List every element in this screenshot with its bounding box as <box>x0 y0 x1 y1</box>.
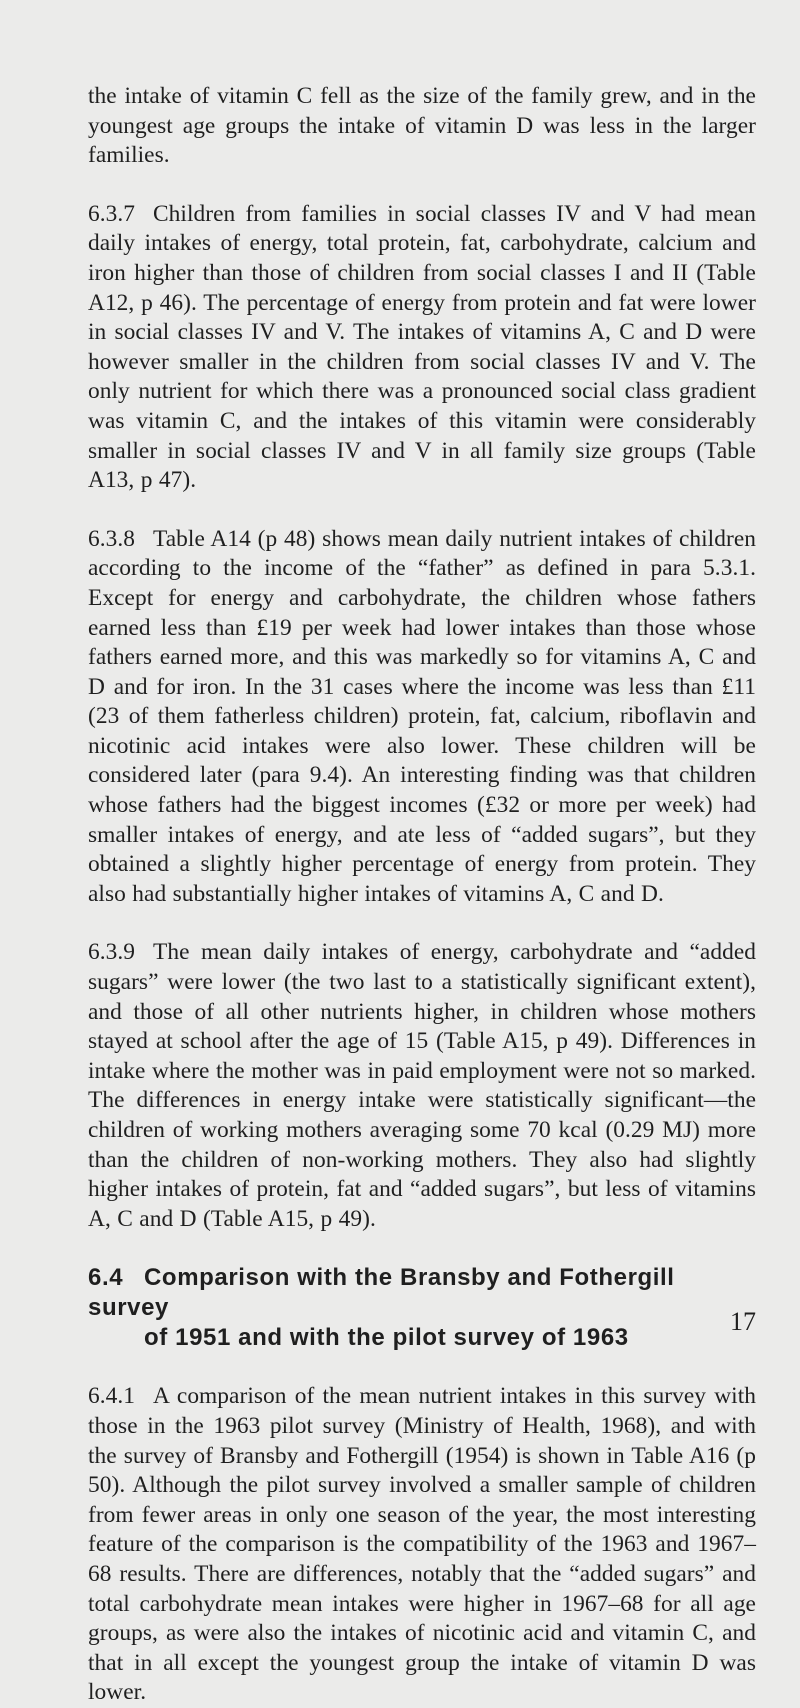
paragraph-6-3-8 <box>88 525 756 910</box>
section-heading <box>88 1263 756 1353</box>
section-number: 6.4 <box>88 1264 124 1292</box>
page-number: 17 <box>730 1307 756 1336</box>
paragraph-intro <box>88 82 756 171</box>
paragraph-text: the intake of vitamin C fell as the size of the family grew, and in the youngest age groups the intake of vitamin D was less in the larger families. <box>88 83 756 169</box>
paragraph-text: Table A14 (p 48) shows mean daily nutrient intakes of children according to the income of the “father” as defined in para 5.3.1. Except for energy and carbohydrate, the children whose fathers earned less than £19 per week had lower intakes than those whose fathers earned more, and this was markedly so for vitamins A, C and D and for iron. In the 31 cases where the income was less than £11 (23 of them fatherless children) protein, fat, calcium, riboflavin and nicotinic acid intakes were also lower. These children will be considered later (para 9.4). An interesting finding was that children whose fathers had the biggest incomes (£32 or more per week) had smaller intakes of energy, and ate less of “added sugars”, but they obtained a slightly higher percentage of energy from protein. They also had substantially higher intakes of vitamins A, C and D. <box>88 525 756 907</box>
paragraph-6-4-1 <box>88 1382 756 1708</box>
paragraph-number: 6.3.8 <box>88 525 136 552</box>
paragraph-number: 6.3.9 <box>88 939 136 966</box>
paragraph-text: A comparison of the mean nutrient intakes in this survey with those in the 1963 pilot survey (Ministry of Health, 1968), and with the survey of Bransby and Fothergill (1954) is shown in Table A16 (p 50). Although the pilot survey involved a smaller sample of children from fewer areas in only one season of the year, the most interesting feature of the comparison is the compatibility of the 1963 and 1967–68 results. There are differences, notably that the “added sugars” and total carbohydrate mean intakes were higher in 1967–68 for all age groups, as were also the intakes of nicotinic acid and vitamin C, and that in all except the youngest group the intake of vitamin D was lower. <box>88 1383 756 1706</box>
paragraph-6-3-7 <box>88 200 756 496</box>
paragraph-text: The mean daily intakes of energy, carbohydrate and “added sugars” were lower (the two last to a statistically significant extent), and those of all other nutrients higher, in children whose mothers stayed at school after the age of 15 (Table A15, p 49). Differences in intake where the mother was in paid employment were not so marked. The differences in energy intake were statistically significant—the children of working mothers averaging some 70 kcal (0.29 MJ) more than the children of non-working mothers. They also had slightly higher intakes of protein, fat and “added sugars”, but less of vitamins A, C and D (Table A15, p 49). <box>88 939 756 1232</box>
paragraph-6-3-9 <box>88 938 756 1234</box>
paragraph-number: 6.3.7 <box>88 200 136 227</box>
section-title-line-2: of 1951 and with the pilot survey of 1963 <box>144 1324 629 1352</box>
section-title-line-1: Comparison with the Bransby and Fothergill survey <box>88 1264 675 1322</box>
paragraph-number: 6.4.1 <box>88 1383 136 1410</box>
paragraph-text: Children from families in social classes IV and V had mean daily intakes of energy, total protein, fat, carbohydrate, calcium and iron higher than those of children from social classes I and II (Table A12, p 46). The percentage of energy from protein and fat were lower in social classes IV and V. The intakes of vitamins A, C and D were however smaller in the children from social classes IV and V. The only nutrient for which there was a pronounced social class gradient was vitamin C, and the intakes of this vitamin were considerably smaller in social classes IV and V in all family size groups (Table A13, p 47). <box>88 200 756 494</box>
